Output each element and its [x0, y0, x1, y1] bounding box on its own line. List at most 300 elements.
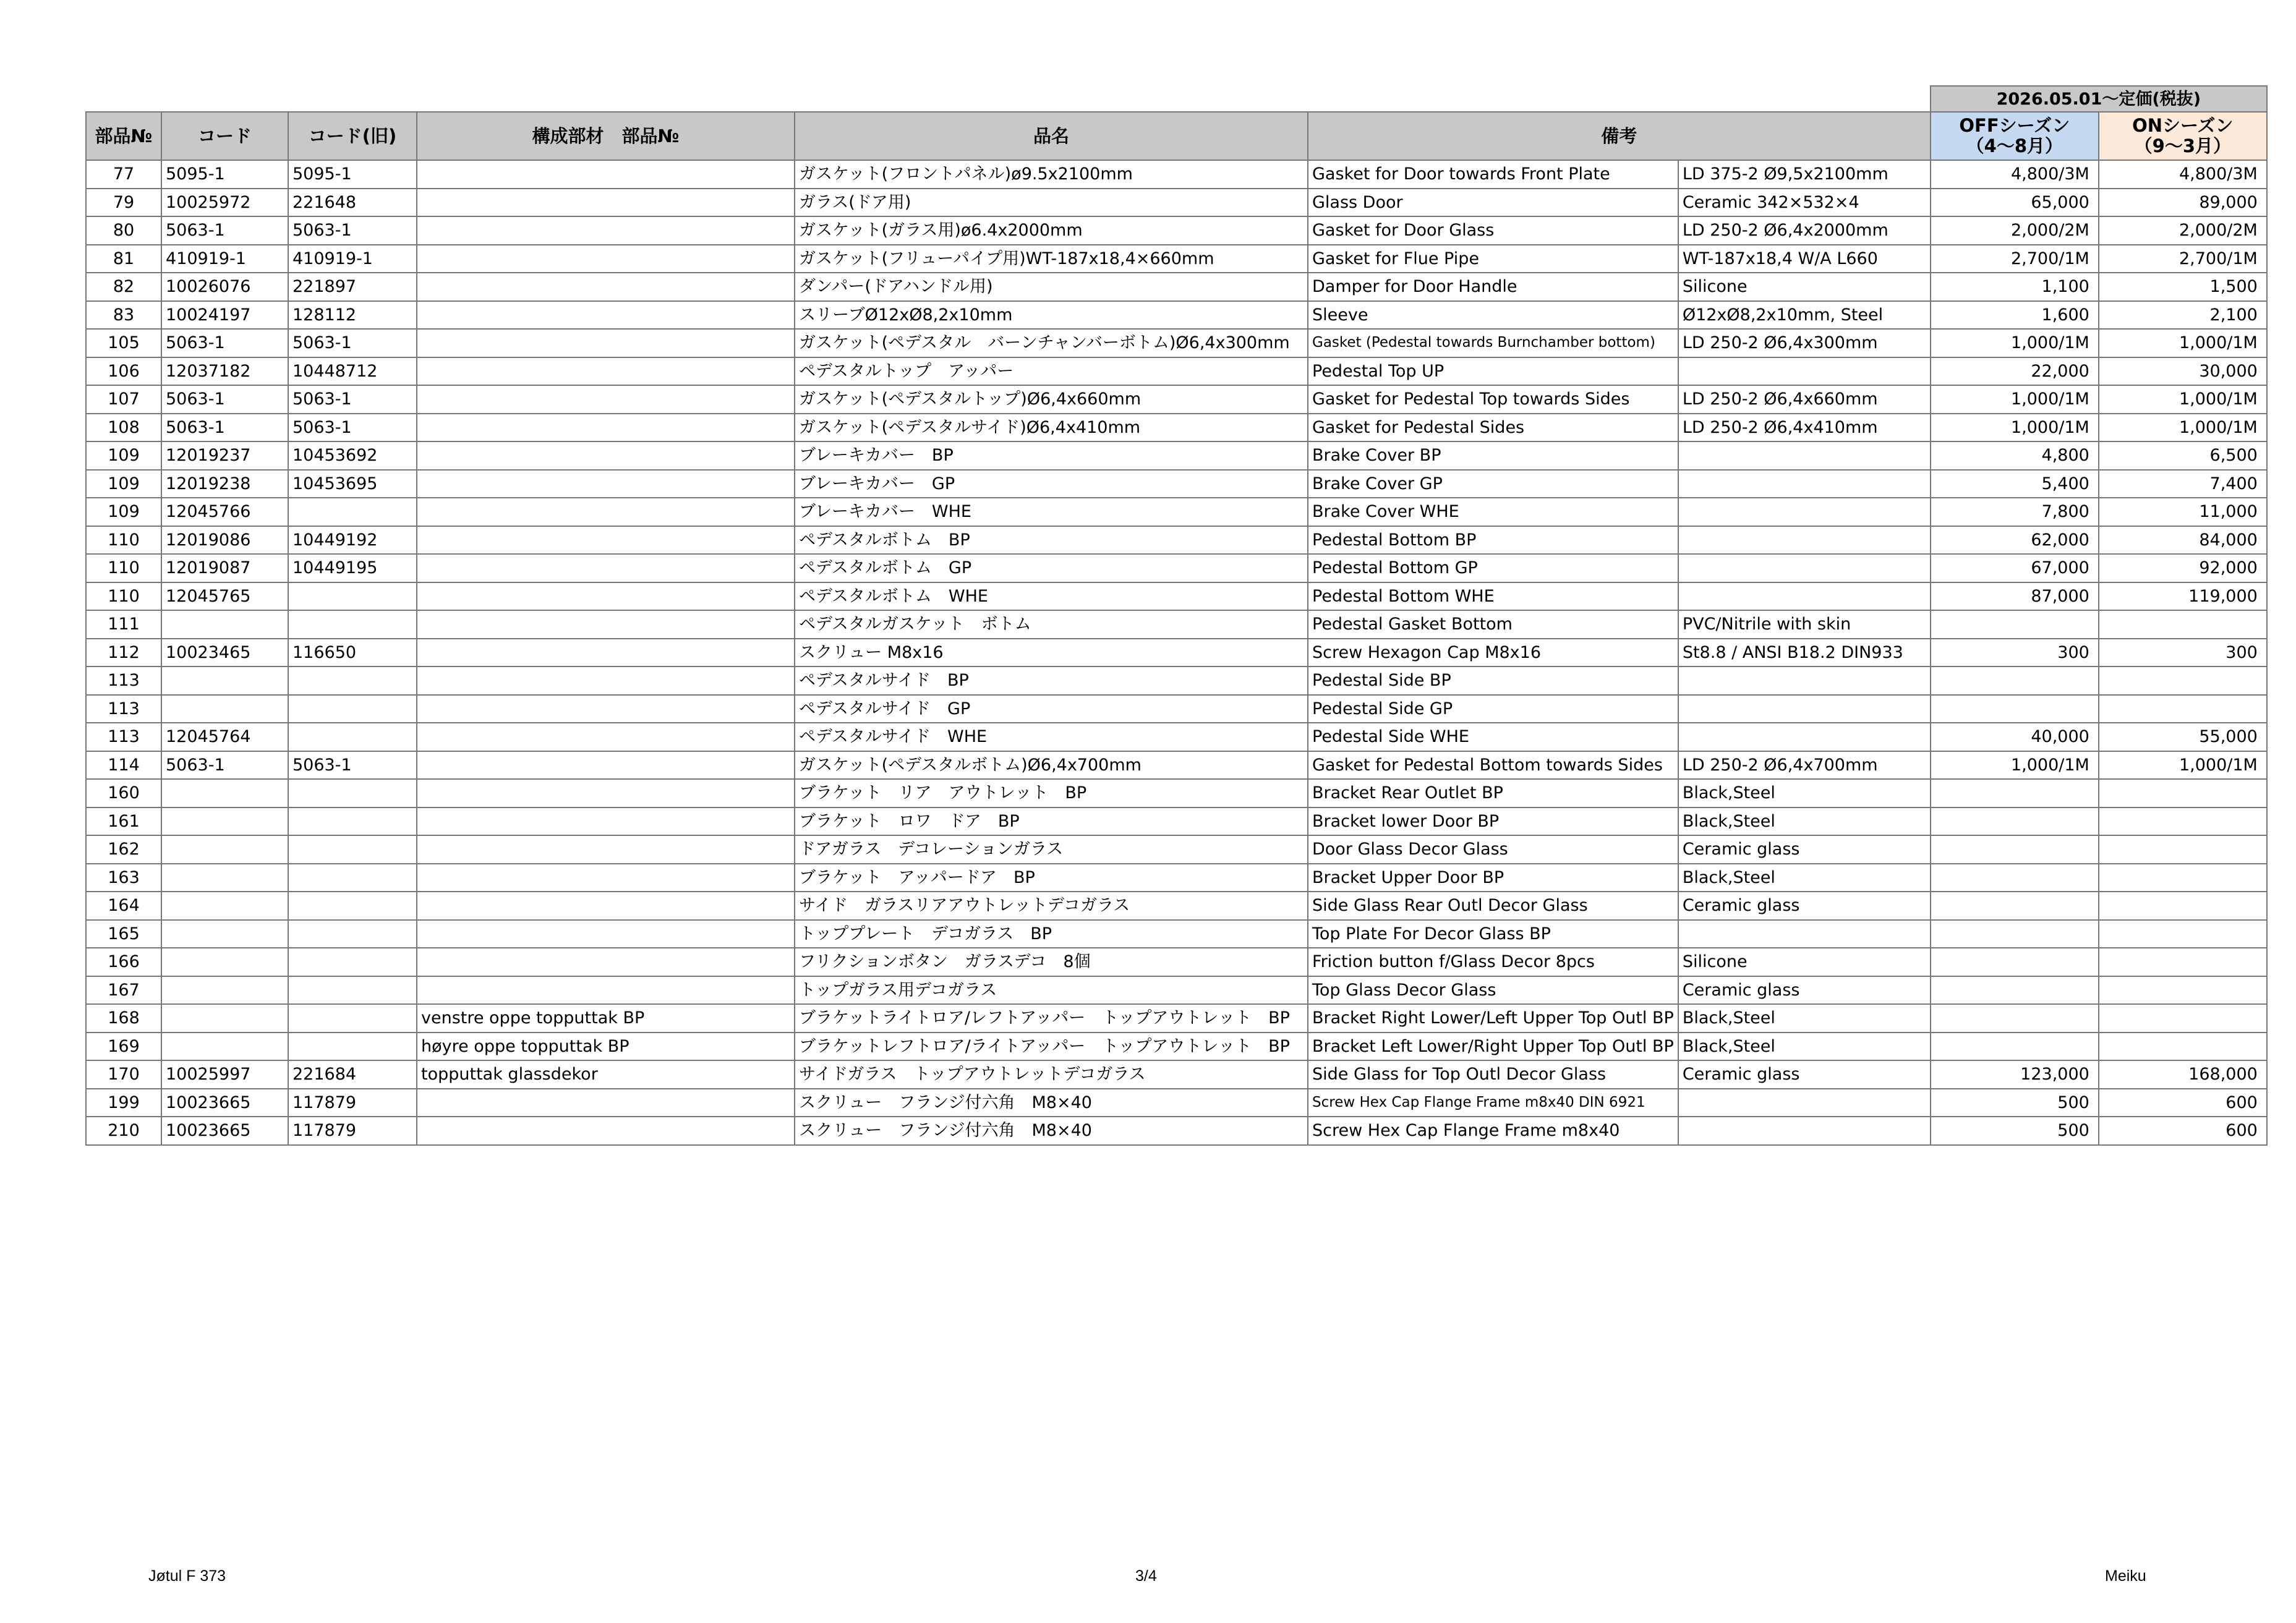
code-cell	[161, 807, 288, 836]
product-name-cell: ブラケットレフトロア/ライトアッパー トップアウトレット BP	[795, 1033, 1308, 1061]
component-cell	[417, 273, 795, 301]
part-no-cell: 165	[86, 920, 161, 948]
table-row	[86, 216, 2267, 245]
table-row	[86, 920, 2267, 948]
part-no-cell: 112	[86, 639, 161, 667]
part-no-cell: 110	[86, 526, 161, 555]
footer-company: Meiku	[2105, 1567, 2146, 1585]
table-row	[86, 807, 2267, 836]
remarks-spec-cell: Black,Steel	[1678, 779, 1931, 807]
component-cell	[417, 301, 795, 330]
table-row	[86, 414, 2267, 442]
component-cell	[417, 526, 795, 555]
code-old-cell: 410919-1	[288, 245, 417, 273]
product-name-cell: サイドガラス トップアウトレットデコガラス	[795, 1060, 1308, 1089]
table-row	[86, 610, 2267, 639]
component-cell	[417, 667, 795, 695]
code-cell	[161, 864, 288, 892]
off-season-price-cell: 1,600	[1931, 301, 2099, 330]
table-row	[86, 695, 2267, 723]
off-season-price-cell: 1,100	[1931, 273, 2099, 301]
table-row	[86, 385, 2267, 414]
code-old-cell	[288, 864, 417, 892]
remarks-spec-cell: LD 375-2 Ø9,5x2100mm	[1678, 160, 1931, 189]
part-no-cell: 114	[86, 751, 161, 780]
table-row	[86, 245, 2267, 273]
on-season-price-cell: 84,000	[2099, 526, 2267, 555]
part-no-cell: 168	[86, 1004, 161, 1033]
table-row	[86, 779, 2267, 807]
remarks-spec-cell	[1678, 498, 1931, 526]
remarks-english-cell: Gasket for Pedestal Top towards Sides	[1308, 385, 1678, 414]
on-season-price-cell	[2099, 610, 2267, 639]
product-name-cell: ガスケット(ペデスタルサイド)Ø6,4x410mm	[795, 414, 1308, 442]
component-cell	[417, 582, 795, 611]
on-season-price-cell: 1,000/1M	[2099, 329, 2267, 357]
code-cell	[161, 920, 288, 948]
part-no-cell: 79	[86, 189, 161, 217]
remarks-english-cell: Pedestal Side WHE	[1308, 723, 1678, 751]
off-season-price-cell	[1931, 1033, 2099, 1061]
component-cell	[417, 639, 795, 667]
part-no-cell: 109	[86, 470, 161, 498]
code-cell: 10024197	[161, 301, 288, 330]
off-season-price-cell: 5,400	[1931, 470, 2099, 498]
code-old-cell: 5095-1	[288, 160, 417, 189]
part-no-cell: 113	[86, 723, 161, 751]
remarks-spec-cell	[1678, 554, 1931, 582]
footer-page: 3/4	[1135, 1567, 1157, 1585]
remarks-spec-cell: Ø12xØ8,2x10mm, Steel	[1678, 301, 1931, 330]
remarks-english-cell: Side Glass Rear Outl Decor Glass	[1308, 892, 1678, 920]
product-name-cell: ドアガラス デコレーションガラス	[795, 835, 1308, 864]
col-code: コード	[161, 112, 288, 160]
col-part-no: 部品№	[86, 112, 161, 160]
table-row	[86, 1060, 2267, 1089]
component-cell	[417, 1117, 795, 1145]
code-old-cell	[288, 1004, 417, 1033]
off-season-price-cell: 62,000	[1931, 526, 2099, 555]
code-cell	[161, 892, 288, 920]
remarks-english-cell: Gasket for Flue Pipe	[1308, 245, 1678, 273]
off-season-price-cell: 2,000/2M	[1931, 216, 2099, 245]
price-sheet	[85, 85, 2268, 1146]
code-cell	[161, 610, 288, 639]
off-season-price-cell: 87,000	[1931, 582, 2099, 611]
code-old-cell	[288, 610, 417, 639]
component-cell	[417, 948, 795, 976]
table-row	[86, 357, 2267, 386]
on-season-price-cell: 4,800/3M	[2099, 160, 2267, 189]
on-season-price-cell: 1,000/1M	[2099, 385, 2267, 414]
remarks-spec-cell	[1678, 526, 1931, 555]
product-name-cell: ペデスタルサイド GP	[795, 695, 1308, 723]
product-name-cell: ガスケット(ペデスタルボトム)Ø6,4x700mm	[795, 751, 1308, 780]
component-cell	[417, 835, 795, 864]
on-season-price-cell	[2099, 892, 2267, 920]
on-season-price-cell: 55,000	[2099, 723, 2267, 751]
remarks-spec-cell	[1678, 667, 1931, 695]
code-old-cell	[288, 582, 417, 611]
part-no-cell: 109	[86, 441, 161, 470]
remarks-spec-cell: LD 250-2 Ø6,4x660mm	[1678, 385, 1931, 414]
component-cell	[417, 329, 795, 357]
code-old-cell: 117879	[288, 1089, 417, 1117]
part-no-cell: 110	[86, 554, 161, 582]
on-season-price-cell: 2,100	[2099, 301, 2267, 330]
table-row	[86, 301, 2267, 330]
on-season-price-cell: 600	[2099, 1117, 2267, 1145]
remarks-spec-cell: Ceramic glass	[1678, 835, 1931, 864]
code-cell	[161, 1033, 288, 1061]
off-season-price-cell: 123,000	[1931, 1060, 2099, 1089]
date-header-row	[86, 86, 2267, 112]
component-cell	[417, 807, 795, 836]
code-cell: 12045765	[161, 582, 288, 611]
on-season-price-cell: 7,400	[2099, 470, 2267, 498]
part-no-cell: 170	[86, 1060, 161, 1089]
part-no-cell: 199	[86, 1089, 161, 1117]
remarks-english-cell: Damper for Door Handle	[1308, 273, 1678, 301]
code-old-cell: 10453695	[288, 470, 417, 498]
remarks-english-cell: Gasket for Door Glass	[1308, 216, 1678, 245]
component-cell	[417, 920, 795, 948]
component-cell	[417, 470, 795, 498]
product-name-cell: フリクションボタン ガラスデコ 8個	[795, 948, 1308, 976]
off-season-price-cell: 40,000	[1931, 723, 2099, 751]
part-no-cell: 81	[86, 245, 161, 273]
col-code-old: コード(旧)	[288, 112, 417, 160]
remarks-english-cell: Pedestal Top UP	[1308, 357, 1678, 386]
part-no-cell: 160	[86, 779, 161, 807]
component-cell	[417, 385, 795, 414]
component-cell	[417, 216, 795, 245]
code-old-cell	[288, 892, 417, 920]
remarks-spec-cell: WT-187x18,4 W/A L660	[1678, 245, 1931, 273]
component-cell	[417, 1089, 795, 1117]
table-row	[86, 1033, 2267, 1061]
code-old-cell: 5063-1	[288, 751, 417, 780]
table-row	[86, 667, 2267, 695]
product-name-cell: ブレーキカバー GP	[795, 470, 1308, 498]
part-no-cell: 111	[86, 610, 161, 639]
code-cell: 10023665	[161, 1117, 288, 1145]
product-name-cell: トップガラス用デコガラス	[795, 976, 1308, 1005]
component-cell: topputtak glassdekor	[417, 1060, 795, 1089]
table-row	[86, 948, 2267, 976]
part-no-cell: 107	[86, 385, 161, 414]
component-cell	[417, 245, 795, 273]
component-cell	[417, 751, 795, 780]
code-cell: 5063-1	[161, 751, 288, 780]
product-name-cell: ガラス(ドア用)	[795, 189, 1308, 217]
product-name-cell: ガスケット(フリューパイプ用)WT-187x18,4×660mm	[795, 245, 1308, 273]
table-row	[86, 1117, 2267, 1145]
off-season-price-cell: 4,800/3M	[1931, 160, 2099, 189]
code-cell: 12019087	[161, 554, 288, 582]
product-name-cell: スリーブØ12xØ8,2x10mm	[795, 301, 1308, 330]
part-no-cell: 82	[86, 273, 161, 301]
code-old-cell	[288, 1033, 417, 1061]
on-season-price-cell	[2099, 948, 2267, 976]
remarks-english-cell: Gasket for Door towards Front Plate	[1308, 160, 1678, 189]
component-cell	[417, 357, 795, 386]
col-on-season	[2099, 112, 2267, 160]
on-season-price-cell: 6,500	[2099, 441, 2267, 470]
table-row	[86, 189, 2267, 217]
on-season-price-cell	[2099, 1004, 2267, 1033]
component-cell	[417, 892, 795, 920]
off-season-label: OFFシーズン	[1959, 114, 2070, 136]
product-name-cell: ガスケット(ペデスタルトップ)Ø6,4x660mm	[795, 385, 1308, 414]
product-name-cell: ガスケット(ガラス用)ø6.4x2000mm	[795, 216, 1308, 245]
code-old-cell	[288, 976, 417, 1005]
off-season-months: （4～8月）	[1966, 135, 2063, 156]
table-row	[86, 470, 2267, 498]
footer-model: Jøtul F 373	[148, 1567, 226, 1585]
off-season-price-cell: 1,000/1M	[1931, 751, 2099, 780]
remarks-spec-cell: LD 250-2 Ø6,4x2000mm	[1678, 216, 1931, 245]
table-row	[86, 526, 2267, 555]
product-name-cell: ペデスタルサイド BP	[795, 667, 1308, 695]
product-name-cell: ペデスタルガスケット ボトム	[795, 610, 1308, 639]
code-cell: 410919-1	[161, 245, 288, 273]
code-cell	[161, 1004, 288, 1033]
remarks-spec-cell: LD 250-2 Ø6,4x410mm	[1678, 414, 1931, 442]
remarks-english-cell: Sleeve	[1308, 301, 1678, 330]
product-name-cell: トッププレート デコガラス BP	[795, 920, 1308, 948]
code-old-cell: 10453692	[288, 441, 417, 470]
component-cell	[417, 695, 795, 723]
code-cell: 10023465	[161, 639, 288, 667]
code-old-cell	[288, 779, 417, 807]
code-cell	[161, 976, 288, 1005]
table-row	[86, 639, 2267, 667]
off-season-price-cell: 4,800	[1931, 441, 2099, 470]
off-season-price-cell: 65,000	[1931, 189, 2099, 217]
off-season-price-cell	[1931, 779, 2099, 807]
remarks-spec-cell: Silicone	[1678, 273, 1931, 301]
code-old-cell: 10449195	[288, 554, 417, 582]
remarks-spec-cell	[1678, 582, 1931, 611]
part-no-cell: 108	[86, 414, 161, 442]
table-row	[86, 582, 2267, 611]
on-season-price-cell: 168,000	[2099, 1060, 2267, 1089]
parts-table	[85, 85, 2268, 1146]
code-cell: 10023665	[161, 1089, 288, 1117]
table-row	[86, 751, 2267, 780]
remarks-spec-cell	[1678, 357, 1931, 386]
product-name-cell: ダンパー(ドアハンドル用)	[795, 273, 1308, 301]
remarks-english-cell: Brake Cover GP	[1308, 470, 1678, 498]
table-row	[86, 273, 2267, 301]
on-season-price-cell	[2099, 920, 2267, 948]
code-old-cell	[288, 695, 417, 723]
code-cell: 5063-1	[161, 414, 288, 442]
remarks-english-cell: Pedestal Side GP	[1308, 695, 1678, 723]
code-cell	[161, 695, 288, 723]
price-date-header: 2026.05.01～定価(税抜)	[1931, 86, 2267, 112]
on-season-price-cell: 1,000/1M	[2099, 414, 2267, 442]
on-season-price-cell	[2099, 667, 2267, 695]
product-name-cell: ガスケット(フロントパネル)ø9.5x2100mm	[795, 160, 1308, 189]
code-cell: 5063-1	[161, 216, 288, 245]
off-season-price-cell	[1931, 695, 2099, 723]
part-no-cell: 167	[86, 976, 161, 1005]
code-old-cell	[288, 807, 417, 836]
component-cell	[417, 610, 795, 639]
on-season-price-cell: 92,000	[2099, 554, 2267, 582]
code-old-cell	[288, 948, 417, 976]
code-cell	[161, 667, 288, 695]
code-old-cell	[288, 835, 417, 864]
remarks-spec-cell: Black,Steel	[1678, 864, 1931, 892]
part-no-cell: 83	[86, 301, 161, 330]
remarks-english-cell: Gasket (Pedestal towards Burnchamber bottom)	[1308, 329, 1678, 357]
remarks-spec-cell	[1678, 1117, 1931, 1145]
remarks-spec-cell	[1678, 723, 1931, 751]
component-cell	[417, 189, 795, 217]
code-cell: 10025972	[161, 189, 288, 217]
off-season-price-cell	[1931, 1004, 2099, 1033]
remarks-english-cell: Friction button f/Glass Decor 8pcs	[1308, 948, 1678, 976]
code-old-cell: 221684	[288, 1060, 417, 1089]
code-cell: 5063-1	[161, 385, 288, 414]
remarks-english-cell: Brake Cover BP	[1308, 441, 1678, 470]
off-season-price-cell	[1931, 835, 2099, 864]
remarks-english-cell: Screw Hexagon Cap M8x16	[1308, 639, 1678, 667]
remarks-spec-cell: PVC/Nitrile with skin	[1678, 610, 1931, 639]
remarks-spec-cell: LD 250-2 Ø6,4x300mm	[1678, 329, 1931, 357]
product-name-cell: ブラケット アッパードア BP	[795, 864, 1308, 892]
code-old-cell: 10449192	[288, 526, 417, 555]
remarks-spec-cell: Ceramic glass	[1678, 976, 1931, 1005]
code-cell	[161, 779, 288, 807]
on-season-price-cell	[2099, 695, 2267, 723]
code-old-cell: 5063-1	[288, 414, 417, 442]
off-season-price-cell	[1931, 610, 2099, 639]
product-name-cell: ブレーキカバー BP	[795, 441, 1308, 470]
remarks-english-cell: Bracket Left Lower/Right Upper Top Outl BP	[1308, 1033, 1678, 1061]
on-season-price-cell: 300	[2099, 639, 2267, 667]
off-season-price-cell: 22,000	[1931, 357, 2099, 386]
remarks-english-cell: Screw Hex Cap Flange Frame m8x40	[1308, 1117, 1678, 1145]
column-header-row	[86, 112, 2267, 160]
off-season-price-cell	[1931, 864, 2099, 892]
product-name-cell: ブラケット ロワ ドア BP	[795, 807, 1308, 836]
table-row	[86, 554, 2267, 582]
off-season-price-cell: 1,000/1M	[1931, 385, 2099, 414]
remarks-english-cell: Glass Door	[1308, 189, 1678, 217]
part-no-cell: 164	[86, 892, 161, 920]
part-no-cell: 106	[86, 357, 161, 386]
on-season-price-cell: 1,000/1M	[2099, 751, 2267, 780]
code-cell: 10026076	[161, 273, 288, 301]
code-old-cell	[288, 723, 417, 751]
product-name-cell: ガスケット(ペデスタル バーンチャンバーボトム)Ø6,4x300mm	[795, 329, 1308, 357]
col-remarks: 備考	[1308, 112, 1931, 160]
on-season-price-cell	[2099, 976, 2267, 1005]
remarks-english-cell: Pedestal Bottom BP	[1308, 526, 1678, 555]
off-season-price-cell: 2,700/1M	[1931, 245, 2099, 273]
component-cell	[417, 779, 795, 807]
part-no-cell: 113	[86, 667, 161, 695]
part-no-cell: 210	[86, 1117, 161, 1145]
remarks-spec-cell	[1678, 441, 1931, 470]
code-old-cell: 5063-1	[288, 385, 417, 414]
remarks-english-cell: Bracket Right Lower/Left Upper Top Outl BP	[1308, 1004, 1678, 1033]
product-name-cell: スクリュー フランジ付六角 M8×40	[795, 1089, 1308, 1117]
part-no-cell: 109	[86, 498, 161, 526]
part-no-cell: 163	[86, 864, 161, 892]
table-row	[86, 976, 2267, 1005]
part-no-cell: 161	[86, 807, 161, 836]
on-season-price-cell: 600	[2099, 1089, 2267, 1117]
on-season-price-cell	[2099, 1033, 2267, 1061]
code-cell: 5095-1	[161, 160, 288, 189]
product-name-cell: ペデスタルボトム BP	[795, 526, 1308, 555]
product-name-cell: ペデスタルボトム WHE	[795, 582, 1308, 611]
code-old-cell	[288, 920, 417, 948]
component-cell	[417, 414, 795, 442]
product-name-cell: ブラケットライトロア/レフトアッパー トップアウトレット BP	[795, 1004, 1308, 1033]
remarks-english-cell: Bracket Rear Outlet BP	[1308, 779, 1678, 807]
part-no-cell: 105	[86, 329, 161, 357]
on-season-price-cell: 119,000	[2099, 582, 2267, 611]
component-cell	[417, 498, 795, 526]
component-cell	[417, 723, 795, 751]
remarks-spec-cell: Black,Steel	[1678, 807, 1931, 836]
on-season-price-cell: 2,700/1M	[2099, 245, 2267, 273]
off-season-price-cell	[1931, 976, 2099, 1005]
code-old-cell: 5063-1	[288, 329, 417, 357]
on-season-price-cell: 2,000/2M	[2099, 216, 2267, 245]
component-cell	[417, 441, 795, 470]
part-no-cell: 110	[86, 582, 161, 611]
on-season-price-cell: 30,000	[2099, 357, 2267, 386]
component-cell: høyre oppe topputtak BP	[417, 1033, 795, 1061]
remarks-spec-cell	[1678, 920, 1931, 948]
product-name-cell: スクリュー フランジ付六角 M8×40	[795, 1117, 1308, 1145]
remarks-spec-cell: LD 250-2 Ø6,4x700mm	[1678, 751, 1931, 780]
off-season-price-cell: 1,000/1M	[1931, 329, 2099, 357]
remarks-spec-cell: Ceramic glass	[1678, 892, 1931, 920]
code-old-cell: 5063-1	[288, 216, 417, 245]
product-name-cell: スクリュー M8x16	[795, 639, 1308, 667]
remarks-english-cell: Pedestal Bottom WHE	[1308, 582, 1678, 611]
remarks-spec-cell: Ceramic glass	[1678, 1060, 1931, 1089]
off-season-price-cell: 500	[1931, 1089, 2099, 1117]
on-season-label: ONシーズン	[2132, 114, 2234, 136]
table-row	[86, 723, 2267, 751]
on-season-price-cell	[2099, 779, 2267, 807]
code-cell: 12045766	[161, 498, 288, 526]
part-no-cell: 169	[86, 1033, 161, 1061]
code-old-cell	[288, 498, 417, 526]
off-season-price-cell	[1931, 892, 2099, 920]
remarks-spec-cell: St8.8 / ANSI B18.2 DIN933	[1678, 639, 1931, 667]
remarks-spec-cell: Ceramic 342×532×4	[1678, 189, 1931, 217]
remarks-spec-cell: Silicone	[1678, 948, 1931, 976]
remarks-english-cell: Pedestal Side BP	[1308, 667, 1678, 695]
on-season-price-cell	[2099, 835, 2267, 864]
code-cell: 5063-1	[161, 329, 288, 357]
table-row	[86, 835, 2267, 864]
code-old-cell: 221897	[288, 273, 417, 301]
part-no-cell: 162	[86, 835, 161, 864]
table-row	[86, 441, 2267, 470]
col-component: 構成部材 部品№	[417, 112, 795, 160]
